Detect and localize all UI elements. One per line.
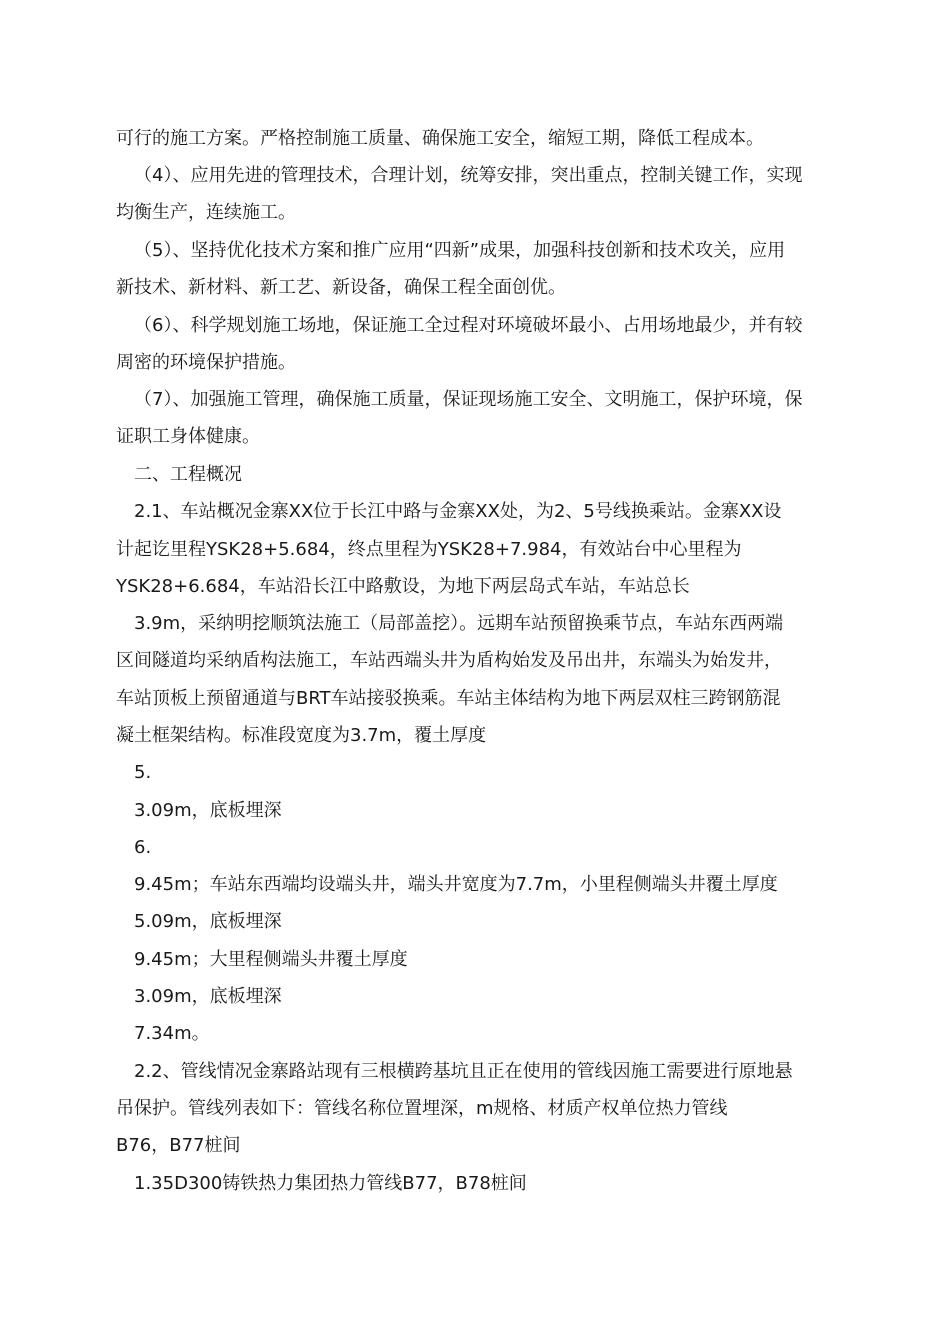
text-line: 证职工身体健康。 [116, 426, 260, 447]
text-line: 9.45m；大里程侧端头井覆土厚度 [134, 949, 408, 970]
text-line: 9.45m；车站东西端均设端头井，端头井宽度为7.7m，小里程侧端头井覆土厚度 [134, 874, 778, 895]
text-line: 3.9m，采纳明挖顺筑法施工（局部盖挖）。远期车站预留换乘节点，车站东西两端 [134, 613, 784, 634]
text-line: 2.2、管线情况金寨路站现有三根横跨基坑且正在使用的管线因施工需要进行原地悬 [134, 1061, 793, 1082]
text-line: （7）、加强施工管理，确保施工质量，保证现场施工安全、文明施工，保护环境，保 [134, 389, 803, 410]
text-line: 3.09m，底板埋深 [134, 800, 282, 821]
text-line: 凝土框架结构。标准段宽度为3.7m，覆土厚度 [116, 725, 487, 746]
section-heading: 二、工程概况 [134, 464, 242, 485]
text-line: 吊保护。管线列表如下：管线名称位置埋深，m规格、材质产权单位热力管线 [116, 1098, 728, 1119]
text-line: （4）、应用先进的管理技术，合理计划，统筹安排，突出重点，控制关键工作，实现 [134, 165, 803, 186]
text-line: 1.35D300铸铁热力集团热力管线B77，B78桩间 [134, 1173, 527, 1194]
text-line: 3.09m，底板埋深 [134, 986, 282, 1007]
text-line: 2.1、车站概况金寨XX位于长江中路与金寨XX处，为2、5号线换乘站。金寨XX设 [134, 501, 782, 522]
text-line: 可行的施工方案。严格控制施工质量、确保施工安全，缩短工期，降低工程成本。 [116, 128, 764, 149]
text-line: 区间隧道均采纳盾构法施工，车站西端头井为盾构始发及吊出井，东端头为始发井， [116, 650, 782, 671]
text-line: 6. [134, 837, 152, 858]
text-line: 车站顶板上预留通道与BRT车站接驳换乘。车站主体结构为地下两层双柱三跨钢筋混 [116, 688, 781, 709]
text-line: 7.34m。 [134, 1023, 210, 1044]
text-line: 均衡生产，连续施工。 [116, 202, 296, 223]
text-line: （6）、科学规划施工场地，保证施工全过程对环境破坏最小、占用场地最少，并有较 [134, 315, 803, 336]
text-line: 周密的环境保护措施。 [116, 352, 296, 373]
text-line: 计起讫里程YSK28+5.684，终点里程为YSK28+7.984，有效站台中心里程为 [116, 539, 742, 560]
text-line: YSK28+6.684，车站沿长江中路敷设，为地下两层岛式车站，车站总长 [116, 576, 690, 597]
text-line: 新技术、新材料、新工艺、新设备，确保工程全面创优。 [116, 277, 566, 298]
text-line: （5）、坚持优化技术方案和推广应用“四新”成果，加强科技创新和技术攻关，应用 [134, 240, 786, 261]
text-line: 5. [134, 762, 152, 783]
text-line: B76，B77桩间 [116, 1135, 241, 1156]
text-line: 5.09m，底板埋深 [134, 911, 282, 932]
